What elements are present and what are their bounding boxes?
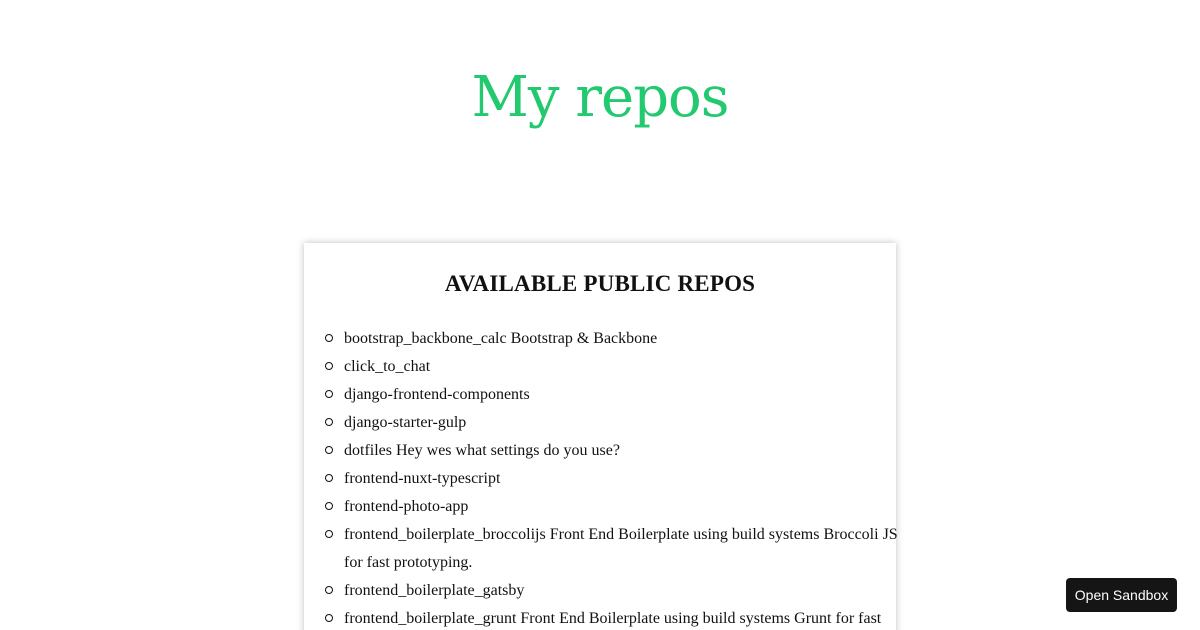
circle-bullet-icon [325,614,333,622]
repo-list-item [344,493,900,521]
repo-text: click_to_chat [344,358,431,375]
repo-text: frontend-nuxt-typescript [344,470,501,487]
repo-list-item [344,325,900,353]
page-title: My repos [471,65,729,130]
circle-bullet-icon [325,474,333,482]
repo-list-item [344,521,900,577]
repo-list-item [344,577,900,605]
circle-bullet-icon [325,446,333,454]
repo-text: django-starter-gulp [344,414,467,431]
repo-text: bootstrap_backbone_calc Bootstrap & Backbone [344,330,658,347]
open-sandbox-button[interactable]: Open Sandbox [1066,578,1177,612]
repo-text: frontend_boilerplate_gatsby [344,582,525,599]
repo-list [344,325,900,630]
repo-text: django-frontend-components [344,386,530,403]
repo-list-item [344,353,900,381]
repo-text: frontend-photo-app [344,498,469,515]
repo-list-item [344,465,900,493]
repo-text: frontend_boilerplate_grunt Front End Boilerplate using build systems Grunt for fast [344,610,882,627]
repo-list-item [344,409,900,437]
repos-heading: AVAILABLE PUBLIC REPOS [444,271,756,296]
repo-list-item [344,605,900,630]
repo-list-item [344,381,900,409]
circle-bullet-icon [325,418,333,426]
repo-list-item [344,437,900,465]
circle-bullet-icon [325,334,333,342]
circle-bullet-icon [325,390,333,398]
circle-bullet-icon [325,362,333,370]
repos-card [304,243,896,630]
repo-text: dotfiles Hey wes what settings do you use? [344,442,620,459]
circle-bullet-icon [325,530,333,538]
circle-bullet-icon [325,502,333,510]
circle-bullet-icon [325,586,333,594]
repo-text: frontend_boilerplate_broccolijs Front End Boilerplate using build systems Broccoli JS for fast prototyping. [344,526,898,571]
